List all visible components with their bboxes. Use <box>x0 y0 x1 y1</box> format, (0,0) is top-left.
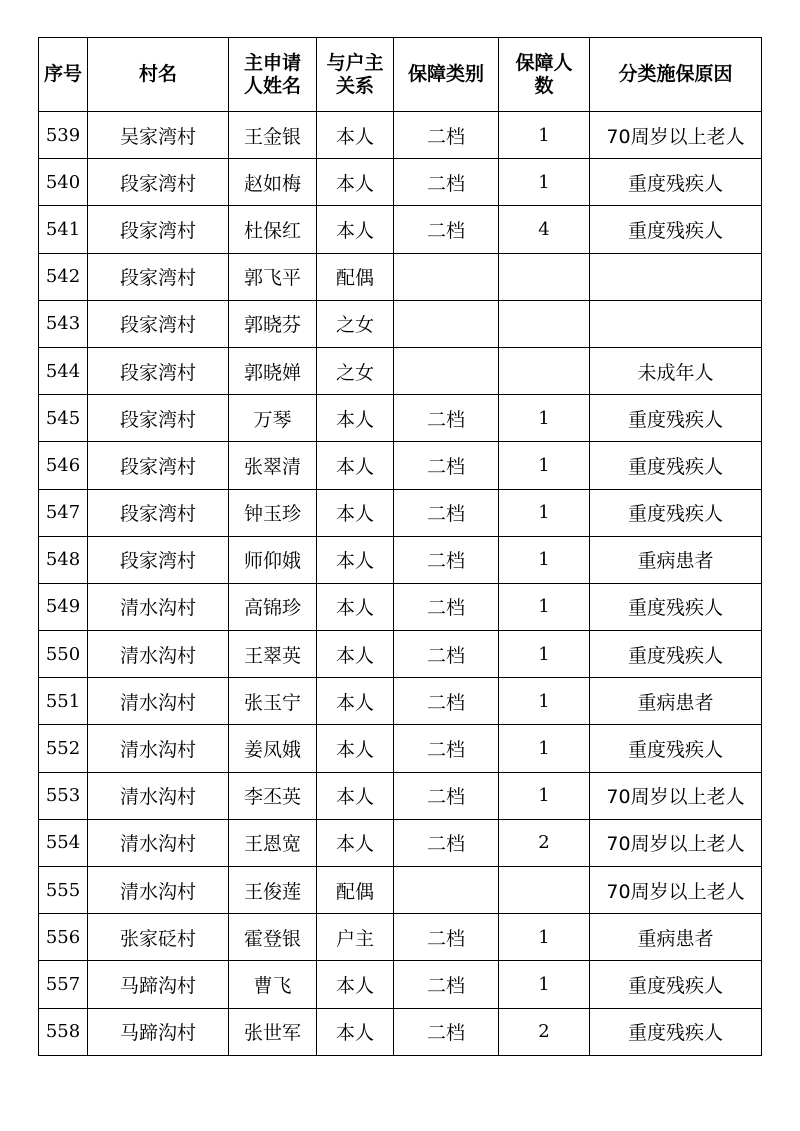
seq-cell: 541 <box>39 206 88 253</box>
village-cell: 段家湾村 <box>88 347 229 394</box>
village-cell: 清水沟村 <box>88 725 229 772</box>
reason-cell: 重度残疾人 <box>590 631 762 678</box>
count-cell: 2 <box>499 819 590 866</box>
relation-cell: 本人 <box>317 206 394 253</box>
category-cell: 二档 <box>394 678 499 725</box>
seq-header-line: 序号 <box>43 63 82 85</box>
table-row <box>39 631 762 678</box>
village-cell: 清水沟村 <box>88 583 229 630</box>
seq-header <box>39 38 88 112</box>
table-row <box>39 206 762 253</box>
seq-cell: 557 <box>39 961 88 1008</box>
assistance-roster-table <box>38 37 762 1056</box>
village-cell: 段家湾村 <box>88 159 229 206</box>
village-cell: 段家湾村 <box>88 206 229 253</box>
count-cell: 1 <box>499 772 590 819</box>
village-cell: 段家湾村 <box>88 253 229 300</box>
relation-cell: 本人 <box>317 1008 394 1055</box>
count-header <box>499 38 590 112</box>
reason-cell: 重度残疾人 <box>590 159 762 206</box>
seq-cell: 546 <box>39 442 88 489</box>
reason-cell: 重度残疾人 <box>590 489 762 536</box>
relation-header-line: 关系 <box>335 74 374 97</box>
relation-cell: 本人 <box>317 395 394 442</box>
category-cell <box>394 253 499 300</box>
category-cell: 二档 <box>394 395 499 442</box>
applicant-name-cell: 李丕英 <box>229 772 317 819</box>
table-row <box>39 253 762 300</box>
applicant-name-cell: 张翠清 <box>229 442 317 489</box>
count-header-line: 数 <box>534 74 554 97</box>
relation-cell: 之女 <box>317 300 394 347</box>
village-cell: 清水沟村 <box>88 678 229 725</box>
seq-cell: 555 <box>39 867 88 914</box>
applicant-name-cell: 郭飞平 <box>229 253 317 300</box>
village-header <box>88 38 229 112</box>
seq-cell: 552 <box>39 725 88 772</box>
reason-cell: 重度残疾人 <box>590 725 762 772</box>
table-row <box>39 961 762 1008</box>
table-row <box>39 536 762 583</box>
seq-cell: 547 <box>39 489 88 536</box>
reason-cell: 70周岁以上老人 <box>590 867 762 914</box>
reason-cell: 重病患者 <box>590 914 762 961</box>
table-row <box>39 112 762 159</box>
reason-cell: 重度残疾人 <box>590 206 762 253</box>
village-cell: 清水沟村 <box>88 631 229 678</box>
count-cell: 1 <box>499 536 590 583</box>
reason-cell: 70周岁以上老人 <box>590 819 762 866</box>
applicant-name-cell: 郭晓芬 <box>229 300 317 347</box>
category-cell: 二档 <box>394 772 499 819</box>
count-cell: 1 <box>499 631 590 678</box>
village-cell: 清水沟村 <box>88 819 229 866</box>
village-cell: 清水沟村 <box>88 772 229 819</box>
category-cell: 二档 <box>394 583 499 630</box>
applicant-name-cell: 师仰娥 <box>229 536 317 583</box>
applicant-name-cell: 张玉宁 <box>229 678 317 725</box>
applicant-name-header-line: 人姓名 <box>243 74 301 97</box>
relation-cell: 本人 <box>317 536 394 583</box>
village-cell: 段家湾村 <box>88 489 229 536</box>
village-cell: 马蹄沟村 <box>88 961 229 1008</box>
table-row <box>39 489 762 536</box>
applicant-name-header <box>229 38 317 112</box>
count-cell: 1 <box>499 395 590 442</box>
seq-cell: 550 <box>39 631 88 678</box>
count-cell: 1 <box>499 489 590 536</box>
relation-cell: 本人 <box>317 159 394 206</box>
reason-cell: 重度残疾人 <box>590 583 762 630</box>
relation-cell: 本人 <box>317 631 394 678</box>
count-cell <box>499 300 590 347</box>
seq-cell: 558 <box>39 1008 88 1055</box>
category-cell: 二档 <box>394 159 499 206</box>
applicant-name-cell: 王俊莲 <box>229 867 317 914</box>
count-cell: 1 <box>499 442 590 489</box>
reason-cell: 70周岁以上老人 <box>590 112 762 159</box>
category-cell: 二档 <box>394 536 499 583</box>
reason-cell: 重病患者 <box>590 536 762 583</box>
seq-cell: 553 <box>39 772 88 819</box>
category-cell <box>394 347 499 394</box>
reason-cell: 重度残疾人 <box>590 442 762 489</box>
village-cell: 段家湾村 <box>88 395 229 442</box>
relation-cell: 本人 <box>317 678 394 725</box>
seq-cell: 539 <box>39 112 88 159</box>
applicant-name-cell: 杜保红 <box>229 206 317 253</box>
count-cell: 1 <box>499 159 590 206</box>
table-row <box>39 1008 762 1055</box>
village-cell: 段家湾村 <box>88 442 229 489</box>
category-cell: 二档 <box>394 725 499 772</box>
seq-cell: 551 <box>39 678 88 725</box>
applicant-name-header-line: 主申请 <box>243 51 301 74</box>
relation-cell: 本人 <box>317 725 394 772</box>
seq-cell: 545 <box>39 395 88 442</box>
count-cell <box>499 253 590 300</box>
relation-cell: 本人 <box>317 442 394 489</box>
seq-cell: 556 <box>39 914 88 961</box>
table-row <box>39 442 762 489</box>
category-cell: 二档 <box>394 206 499 253</box>
village-cell: 清水沟村 <box>88 867 229 914</box>
village-cell: 段家湾村 <box>88 300 229 347</box>
reason-cell: 重度残疾人 <box>590 395 762 442</box>
applicant-name-cell: 曹飞 <box>229 961 317 1008</box>
table-row <box>39 914 762 961</box>
category-cell: 二档 <box>394 914 499 961</box>
applicant-name-cell: 王翠英 <box>229 631 317 678</box>
relation-cell: 本人 <box>317 489 394 536</box>
category-cell: 二档 <box>394 631 499 678</box>
village-cell: 张家砭村 <box>88 914 229 961</box>
count-cell: 1 <box>499 112 590 159</box>
count-header-line: 保障人 <box>515 51 573 74</box>
reason-header <box>590 38 762 112</box>
table-row <box>39 725 762 772</box>
seq-cell: 542 <box>39 253 88 300</box>
category-header-line: 保障类别 <box>407 63 484 85</box>
table-row <box>39 583 762 630</box>
relation-cell: 户主 <box>317 914 394 961</box>
reason-cell: 重度残疾人 <box>590 961 762 1008</box>
applicant-name-cell: 张世军 <box>229 1008 317 1055</box>
count-cell: 2 <box>499 1008 590 1055</box>
count-cell <box>499 867 590 914</box>
category-cell: 二档 <box>394 961 499 1008</box>
seq-cell: 540 <box>39 159 88 206</box>
category-cell: 二档 <box>394 1008 499 1055</box>
count-cell: 1 <box>499 961 590 1008</box>
reason-cell <box>590 253 762 300</box>
relation-header-line: 与户主 <box>326 51 384 74</box>
table-row <box>39 347 762 394</box>
applicant-name-cell: 姜凤娥 <box>229 725 317 772</box>
table-row <box>39 395 762 442</box>
village-cell: 段家湾村 <box>88 536 229 583</box>
reason-cell: 未成年人 <box>590 347 762 394</box>
seq-cell: 549 <box>39 583 88 630</box>
applicant-name-cell: 钟玉珍 <box>229 489 317 536</box>
category-cell: 二档 <box>394 819 499 866</box>
applicant-name-cell: 王恩宽 <box>229 819 317 866</box>
category-cell: 二档 <box>394 489 499 536</box>
reason-cell: 重度残疾人 <box>590 1008 762 1055</box>
table-row <box>39 867 762 914</box>
table-row <box>39 772 762 819</box>
relation-cell: 本人 <box>317 583 394 630</box>
reason-cell <box>590 300 762 347</box>
table-row <box>39 159 762 206</box>
relation-cell: 本人 <box>317 961 394 1008</box>
applicant-name-cell: 万琴 <box>229 395 317 442</box>
relation-header <box>317 38 394 112</box>
seq-cell: 544 <box>39 347 88 394</box>
village-header-line: 村名 <box>138 63 177 85</box>
seq-cell: 554 <box>39 819 88 866</box>
applicant-name-cell: 高锦珍 <box>229 583 317 630</box>
relation-cell: 之女 <box>317 347 394 394</box>
relation-cell: 配偶 <box>317 867 394 914</box>
applicant-name-cell: 赵如梅 <box>229 159 317 206</box>
reason-cell: 70周岁以上老人 <box>590 772 762 819</box>
count-cell: 1 <box>499 678 590 725</box>
header-row <box>39 38 762 112</box>
village-cell: 吴家湾村 <box>88 112 229 159</box>
seq-cell: 548 <box>39 536 88 583</box>
applicant-name-cell: 王金银 <box>229 112 317 159</box>
category-cell <box>394 867 499 914</box>
reason-cell: 重病患者 <box>590 678 762 725</box>
seq-cell: 543 <box>39 300 88 347</box>
table-body <box>39 112 762 1056</box>
count-cell: 1 <box>499 914 590 961</box>
category-cell <box>394 300 499 347</box>
relation-cell: 本人 <box>317 772 394 819</box>
category-cell: 二档 <box>394 112 499 159</box>
relation-cell: 配偶 <box>317 253 394 300</box>
count-cell: 1 <box>499 725 590 772</box>
village-cell: 马蹄沟村 <box>88 1008 229 1055</box>
table-row <box>39 819 762 866</box>
applicant-name-cell: 郭晓婵 <box>229 347 317 394</box>
table-row <box>39 300 762 347</box>
reason-header-line: 分类施保原因 <box>618 63 733 85</box>
applicant-name-cell: 霍登银 <box>229 914 317 961</box>
category-header <box>394 38 499 112</box>
table-row <box>39 678 762 725</box>
relation-cell: 本人 <box>317 112 394 159</box>
count-cell: 1 <box>499 583 590 630</box>
category-cell: 二档 <box>394 442 499 489</box>
count-cell: 4 <box>499 206 590 253</box>
relation-cell: 本人 <box>317 819 394 866</box>
count-cell <box>499 347 590 394</box>
